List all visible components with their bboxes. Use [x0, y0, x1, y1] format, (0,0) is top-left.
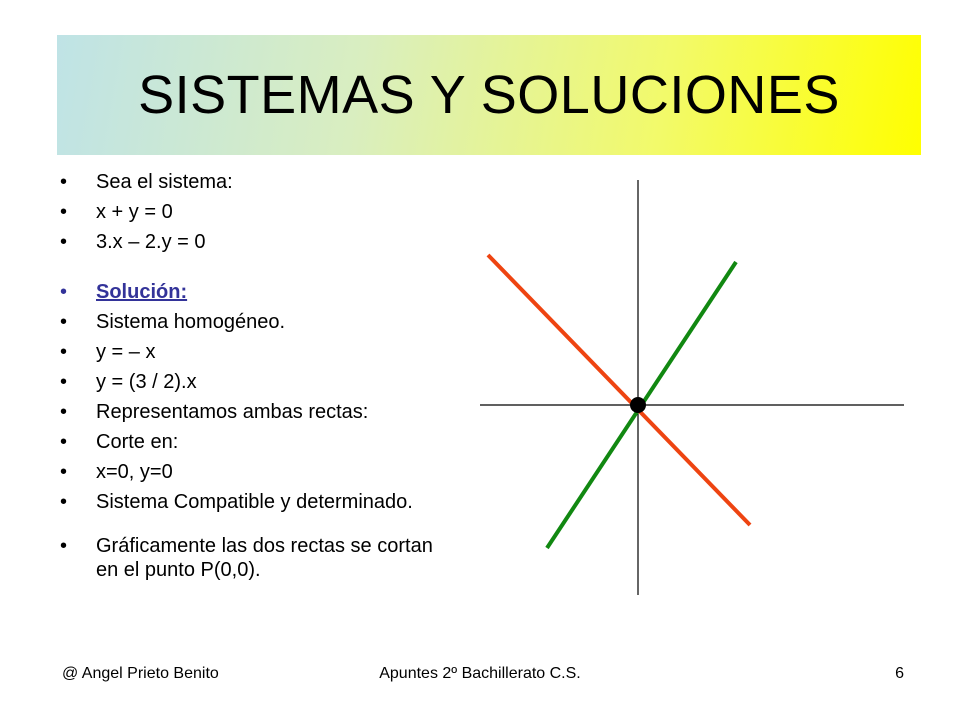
bullet-text: Sistema Compatible y determinado.	[96, 491, 413, 513]
slide-title: SISTEMAS Y SOLUCIONES	[138, 65, 840, 125]
bullet-dot: •	[60, 401, 68, 423]
page-number: 6	[895, 665, 904, 682]
bullet-text: Sistema homogéneo.	[96, 311, 286, 333]
solution-heading: Solución:	[96, 281, 188, 303]
bullet-dot: •	[60, 231, 68, 253]
bullet-item	[60, 430, 450, 454]
bullet-text: Gráficamente las dos rectas se cortan en el punto P(0,0).	[96, 535, 433, 581]
bullet-list	[60, 170, 450, 588]
bullet-dot: •	[60, 371, 68, 393]
bullet-item	[60, 460, 450, 484]
intersection-point	[630, 397, 646, 413]
bullet-item	[60, 370, 450, 394]
bullet-text: Representamos ambas rectas:	[96, 401, 369, 423]
bullet-dot: •	[60, 461, 68, 483]
title-banner	[57, 35, 921, 155]
bullet-item	[60, 534, 450, 582]
bullet-dot: •	[60, 491, 68, 513]
bullet-dot: •	[60, 281, 68, 303]
bullet-dot: •	[60, 341, 68, 363]
bullet-item	[60, 340, 450, 364]
bullet-text: y = – x	[96, 341, 156, 363]
bullet-text: Corte en:	[96, 431, 179, 453]
bullet-dot: •	[60, 311, 68, 333]
bullet-dot: •	[60, 201, 68, 223]
bullet-item	[60, 310, 450, 334]
bullet-dot: •	[60, 431, 68, 453]
bullet-dot: •	[60, 535, 68, 557]
bullet-text: Sea el sistema:	[96, 171, 233, 193]
bullet-text: x + y = 0	[96, 201, 173, 223]
bullet-text: x=0, y=0	[96, 461, 173, 483]
bullet-text: 3.x – 2.y = 0	[96, 231, 206, 253]
red-line	[488, 255, 750, 525]
footer-course: Apuntes 2º Bachillerato C.S.	[379, 665, 581, 682]
bullet-item	[60, 230, 450, 254]
bullet-item	[60, 400, 450, 424]
bullet-item	[60, 490, 450, 514]
footer-author: @ Angel Prieto Benito	[62, 665, 219, 682]
bullet-item-solution	[60, 280, 450, 304]
bullet-text: y = (3 / 2).x	[96, 371, 197, 393]
bullet-dot: •	[60, 171, 68, 193]
bullet-item	[60, 170, 450, 194]
bullet-item	[60, 200, 450, 224]
line-graph	[470, 170, 910, 600]
